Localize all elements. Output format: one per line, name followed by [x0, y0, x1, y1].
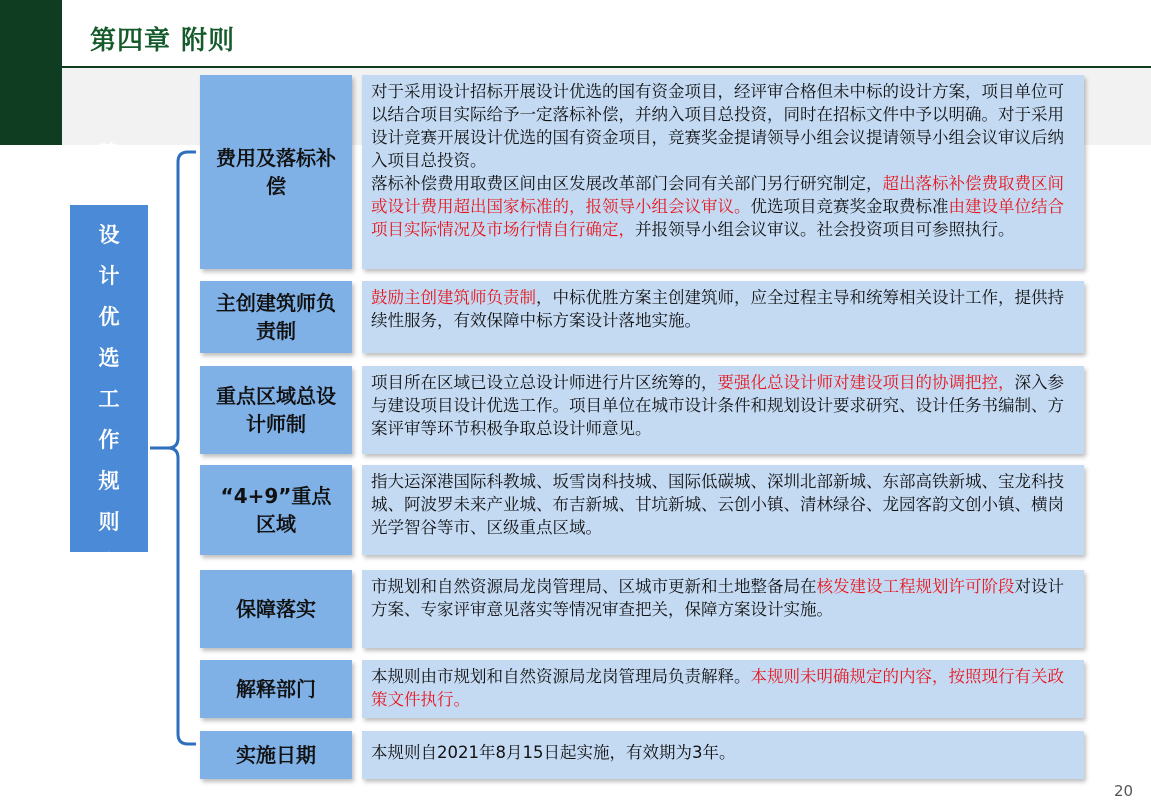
content-text-highlight: 鼓励主创建筑师负责制 [371, 288, 536, 307]
content-text: 优选项目竞赛奖金取费标准 [750, 197, 949, 216]
row-content-interpretation [362, 660, 1084, 718]
curly-bracket-path [150, 152, 196, 744]
row-label-text: 实施日期 [236, 743, 316, 767]
row-content-chief-designer [362, 366, 1084, 454]
row-label-implementation [200, 570, 352, 648]
row-label-text: 重点区域总设计师制 [216, 384, 336, 436]
row-label-text: 保障落实 [236, 597, 316, 621]
row-label-text: 解释部门 [236, 677, 316, 701]
row-label-compensation [200, 75, 352, 269]
row-content-chief-architect [362, 281, 1084, 353]
content-text: 本规则由市规划和自然资源局龙岗管理局负责解释。 [371, 667, 751, 686]
page-number: 20 [1114, 782, 1134, 800]
content-text-highlight: 超出落标补偿费取费区间或设计费用超出国家标准的，报领导小组会议审议。 [371, 174, 1064, 216]
row-label-text: “4+9”重点区域 [220, 484, 332, 536]
content-text: 指大运深港国际科教城、坂雪岗科技城、国际低碳城、深圳北部新城、东部高铁新城、宝龙科技城、阿波罗未来产业城、布吉新城、甘坑新城、云创小镇、清林绿谷、龙园客韵文创小镇、横岗光学智谷等市、区级重点区域。 [371, 472, 1064, 537]
row-label-text: 费用及落标补偿 [216, 146, 336, 198]
row-content-compensation [362, 75, 1084, 269]
row-content-effective-date [362, 731, 1084, 779]
content-text: 落标补偿费用取费区间由区发展改革部门会同有关部门另行研究制定， [371, 174, 883, 193]
content-text: 项目所在区域已设立总设计师进行片区统筹的， [371, 373, 718, 392]
row-content-key-areas [362, 465, 1084, 555]
content-text-highlight: 核发建设工程规划许可阶段 [816, 577, 1015, 596]
row-label-chief-architect [200, 281, 352, 353]
content-text: 深入参与建设项目设计优选工作。项目单位在城市设计条件和规划设计要求研究、设计任务书编制、方案评审等环节积极争取总设计师意见。 [371, 373, 1064, 438]
row-label-text: 主创建筑师负责制 [216, 291, 336, 343]
content-text: ，中标优胜方案主创建筑师，应全过程主导和统筹相关设计工作，提供持续性服务，有效保障中标方案设计落地实施。 [371, 288, 1064, 330]
content-text-highlight: 本规则未明确规定的内容，按照现行有关政策文件执行。 [371, 667, 1064, 709]
content-text-highlight: 由建设单位结合项目实际情况及市场行情自行确定， [371, 197, 1064, 239]
row-label-key-areas [200, 465, 352, 555]
row-label-effective-date [200, 731, 352, 779]
content-text-highlight: 要强化总设计师对建设项目的协调把控， [717, 373, 1015, 392]
content-text: 对于采用设计招标开展设计优选的国有资金项目，经评审合格但未中标的设计方案，项目单位可以结合项目实际给予一定落标补偿，并纳入项目总投资，同时在招标文件中予以明确。对于采用设计竞赛开展设计优选的国有资金项目，竞赛奖金提请领导小组会议提请领导小组会议审议后纳入项目总投资。 [371, 82, 1064, 170]
page-title: 第四章 附则 [90, 26, 236, 56]
content-text: 市规划和自然资源局龙岗管理局、区城市更新和土地整备局在 [371, 577, 817, 596]
content-text: 对设计方案、专家评审意见落实等情况审查把关，保障方案设计实施。 [371, 577, 1064, 619]
row-content-implementation [362, 570, 1084, 648]
curly-bracket [0, 0, 210, 809]
title-underline [62, 66, 1151, 68]
content-text: 并报领导小组会议审议。社会投资项目可参照执行。 [635, 220, 1015, 239]
row-label-chief-designer [200, 366, 352, 454]
row-label-interpretation [200, 660, 352, 718]
content-text: 本规则自2021年8月15日起实施，有效期为3年。 [371, 743, 736, 762]
sidebar-category-label: 建筑设计优选工作规则附则 [98, 140, 120, 616]
